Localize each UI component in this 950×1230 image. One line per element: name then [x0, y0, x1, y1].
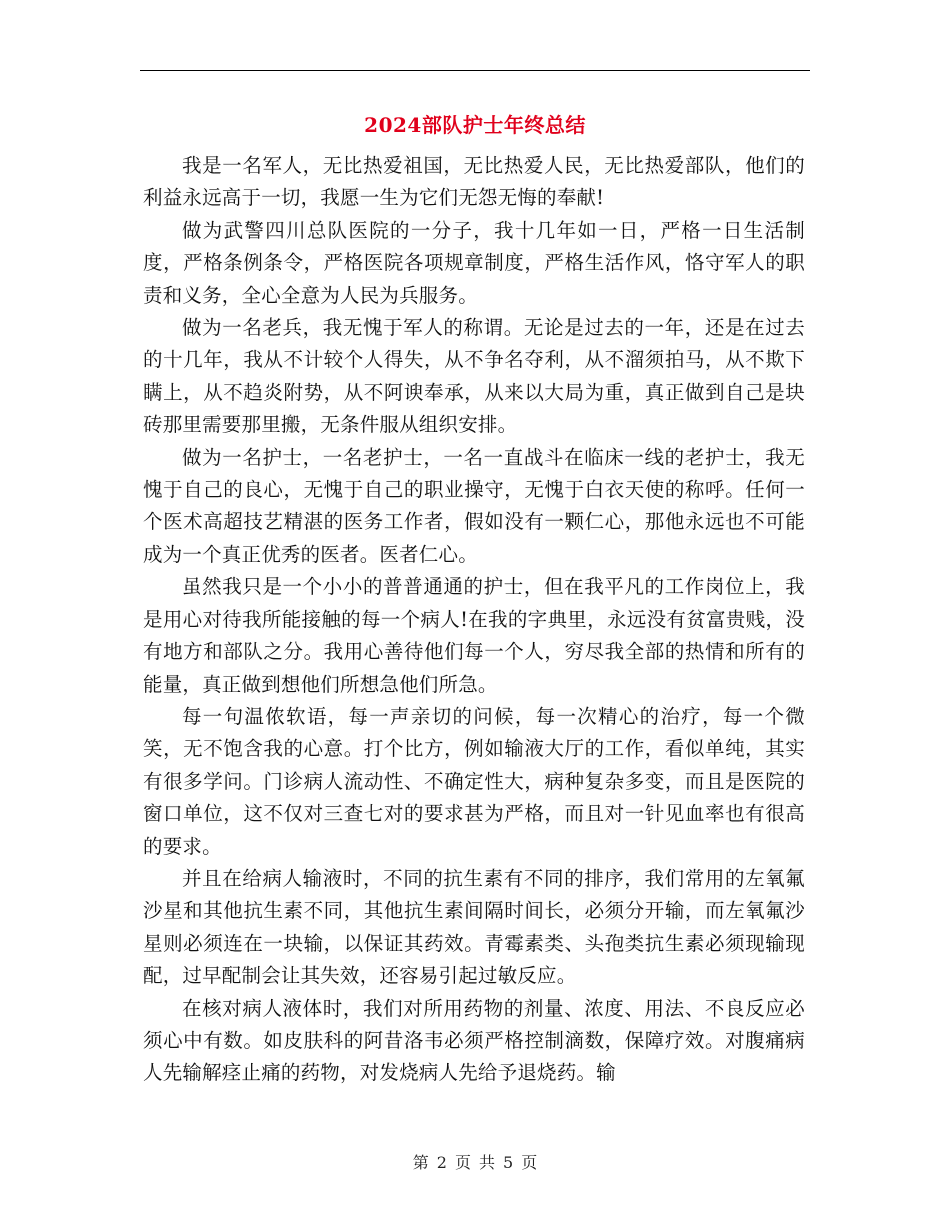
paragraph-8: 在核对病人液体时，我们对所用药物的剂量、浓度、用法、不良反应必须心中有数。如皮肤科的阿昔洛韦必须严格控制滴数，保障疗效。对腹痛病人先输解痉止痛的药物，对发烧病人先给予退烧药。输 [143, 996, 805, 1085]
paragraph-1: 我是一名军人，无比热爱祖国，无比热爱人民，无比热爱部队，他们的利益永远高于一切，我愿一生为它们无怨无悔的奉献! [143, 154, 805, 210]
footer-suffix: 页 [521, 1153, 538, 1172]
paragraph-4: 做为一名护士，一名老护士，一名一直战斗在临床一线的老护士，我无愧于自己的良心，无愧于自己的职业操守，无愧于白衣天使的称呼。任何一个医术高超技艺精湛的医务工作者，假如没有一颗仁心，那他永远也不可能成为一个真正优秀的医者。医者仁心。 [143, 445, 805, 566]
footer-page-word: 页 [454, 1153, 471, 1172]
paragraph-2: 做为武警四川总队医院的一分子，我十几年如一日，严格一日生活制度，严格条例条令，严格医院各项规章制度，严格生活作风，恪守军人的职责和义务，全心全意为人民为兵服务。 [143, 218, 805, 307]
paragraph-7: 并且在给病人输液时，不同的抗生素有不同的排序，我们常用的左氧氟沙星和其他抗生素不同，其他抗生素间隔时间长，必须分开输，而左氧氟沙星则必须连在一块输，以保证其药效。青霉素类、头孢类抗生素必须现输现配，过早配制会让其失效，还容易引起过敏反应。 [143, 866, 805, 988]
header-rule [140, 70, 810, 71]
paragraph-3: 做为一名老兵，我无愧于军人的称谓。无论是过去的一年，还是在过去的十几年，我从不计较个人得失，从不争名夺利，从不溜须拍马，从不欺下瞒上，从不趋炎附势，从不阿谀奉承，从来以大局为重，真正做到自己是块砖那里需要那里搬，无条件服从组织安排。 [143, 316, 805, 437]
document-title: 2024部队护士年终总结 [364, 113, 586, 137]
footer-prefix: 第 [412, 1153, 429, 1172]
footer-current-page: 2 [436, 1153, 447, 1172]
footer-total-pages: 5 [503, 1153, 514, 1172]
paragraph-5: 虽然我只是一个小小的普普通通的护士，但在我平凡的工作岗位上，我是用心对待我所能接触的每一个病人!在我的字典里，永远没有贫富贵贱，没有地方和部队之分。我用心善待他们每一个人，穷尽我全部的热情和所有的能量，真正做到想他们所想急他们所急。 [143, 575, 805, 696]
paragraph-6: 每一句温侬软语，每一声亲切的问候，每一次精心的治疗，每一个微笑，无不饱含我的心意。打个比方，例如输液大厅的工作，看似单纯，其实有很多学问。门诊病人流动性、不确定性大，病种复杂多变，而且是医院的窗口单位，这不仅对三查七对的要求甚为严格，而且对一针见血率也有很高的要求。 [143, 704, 805, 858]
page-footer [0, 1152, 950, 1174]
footer-total-prefix: 共 [479, 1153, 496, 1172]
document-body [143, 150, 805, 1090]
